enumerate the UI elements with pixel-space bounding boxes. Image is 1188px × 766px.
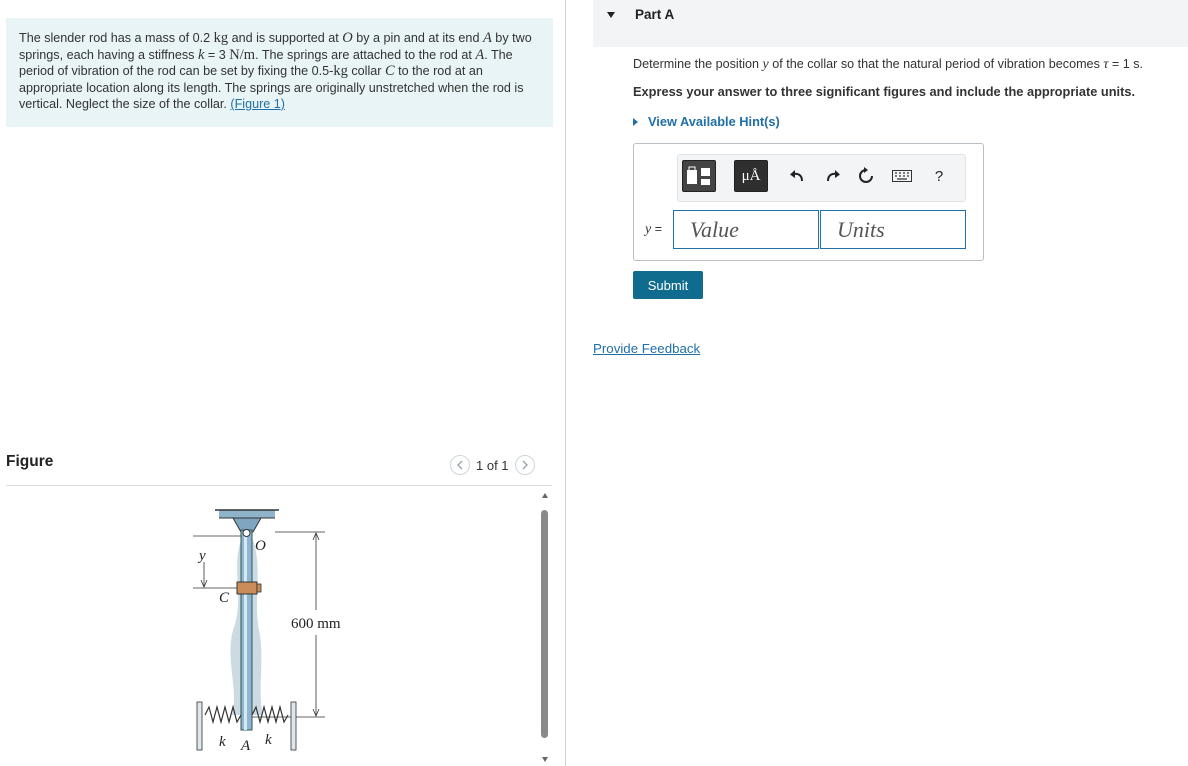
ceiling-support [219, 510, 275, 518]
collapse-caret-icon[interactable] [607, 12, 615, 18]
label-k-right: k [265, 732, 272, 748]
unit-n-per-m: N/m [229, 46, 256, 63]
var-tau: τ [1103, 57, 1109, 72]
chevron-left-icon [456, 460, 464, 470]
label-c: C [219, 590, 230, 606]
label-600mm: 600 mm [291, 616, 341, 632]
point-o: O [342, 30, 353, 46]
problem-statement [6, 18, 553, 127]
problem-text: collar [347, 64, 385, 78]
expand-triangle-icon [633, 118, 638, 126]
answer-instruction: Express your answer to three significant figures and include the appropriate units. [633, 84, 1136, 99]
question-segment: = 1 s. [1108, 57, 1144, 71]
help-icon[interactable]: ? [934, 167, 944, 185]
templates-button[interactable] [682, 160, 716, 192]
pin [243, 530, 250, 537]
label-a: A [241, 738, 251, 754]
part-a-header[interactable] [593, 0, 1188, 47]
figure-1-diagram [185, 500, 385, 762]
scroll-down-arrow-icon[interactable] [542, 757, 548, 762]
value-input[interactable] [673, 210, 819, 249]
figure-title: Figure [6, 453, 54, 470]
unit-kg: kg [333, 63, 348, 79]
prev-figure-button[interactable] [450, 455, 470, 475]
var-y: y [762, 57, 769, 72]
templates-icon [685, 165, 713, 187]
problem-text: by a pin and at its end [352, 31, 483, 45]
label-o: O [255, 538, 266, 554]
point-a: A [475, 46, 485, 63]
point-a: A [482, 30, 492, 46]
keyboard-icon[interactable] [891, 165, 913, 187]
reset-icon[interactable] [855, 165, 877, 187]
figure-page-indicator: 1 of 1 [476, 457, 509, 473]
problem-text: . The springs are attached to the rod at [255, 47, 476, 62]
unit-kg: kg [213, 30, 229, 46]
problem-text: and is supported at [228, 31, 343, 45]
answer-variable-label [645, 222, 662, 238]
label-k-left: k [219, 734, 226, 750]
scroll-up-arrow-icon[interactable] [542, 493, 548, 498]
problem-text: by two springs, each having a stiffness [19, 31, 532, 62]
problem-text: = 3 [204, 47, 230, 62]
equals-sign: = [651, 222, 662, 236]
scroll-thumb[interactable] [541, 510, 548, 738]
wall-left [197, 702, 202, 750]
provide-feedback-link[interactable]: Provide Feedback [593, 341, 701, 356]
math-toolbar [677, 154, 966, 202]
view-hints-toggle[interactable] [633, 114, 780, 129]
label-y: y [199, 548, 206, 564]
panel-divider [565, 0, 566, 766]
question-segment: Determine the position [633, 57, 763, 71]
next-figure-button[interactable] [515, 455, 535, 475]
wall-right [291, 702, 296, 750]
figure-divider [6, 485, 552, 486]
hints-label: View Available Hint(s) [648, 114, 780, 129]
question-text [633, 57, 1143, 73]
collar [237, 582, 257, 594]
problem-text: to the rod at an appropriate location along its length. The springs are originally unstretched when the rod is vertical. Neglect the size of the collar. [19, 64, 524, 111]
units-button[interactable]: μÅ [734, 160, 768, 192]
problem-text: . The period of vibration of the rod can be set by fixing the 0.5- [19, 47, 513, 78]
answer-box [633, 143, 984, 261]
problem-text: The slender rod has a mass of 0.2 [19, 31, 214, 45]
rod-highlight [244, 530, 247, 730]
figure-pagination [450, 455, 535, 475]
figure-link[interactable]: (Figure 1) [230, 97, 285, 111]
undo-icon[interactable] [786, 165, 808, 187]
submit-button[interactable]: Submit [633, 271, 703, 299]
redo-icon[interactable] [822, 165, 844, 187]
point-c: C [384, 63, 395, 79]
chevron-right-icon [521, 460, 529, 470]
question-segment: of the collar so that the natural period of vibration becomes [768, 57, 1104, 71]
units-input[interactable] [820, 210, 966, 249]
var-y: y [645, 222, 652, 237]
figure-scrollbar[interactable] [539, 493, 551, 766]
part-title: Part A [635, 7, 675, 22]
var-k: k [197, 46, 205, 63]
